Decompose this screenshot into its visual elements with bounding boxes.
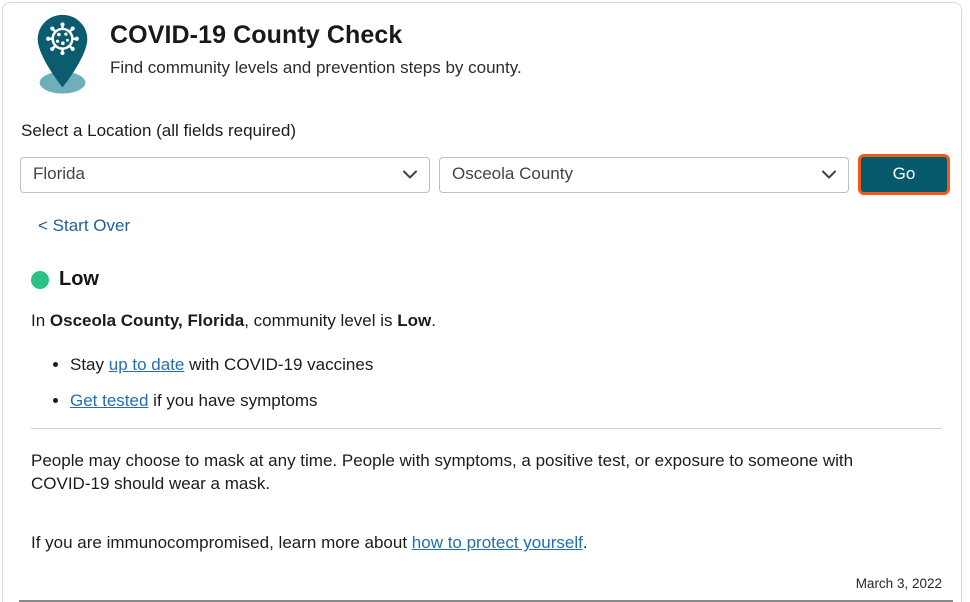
data-date: March 3, 2022: [855, 576, 942, 592]
header: [3, 3, 961, 100]
location-section: [3, 100, 961, 236]
state-select-wrap: [20, 157, 430, 193]
section-divider: [31, 428, 942, 429]
go-button[interactable]: Go: [858, 154, 950, 195]
level-summary: [31, 310, 942, 333]
immunocompromised-paragraph: [31, 532, 911, 555]
county-select[interactable]: [439, 157, 849, 193]
summary-middle: , community level is: [244, 311, 398, 330]
mask-guidance: [31, 450, 942, 555]
title-block: [110, 13, 522, 78]
county-check-card: [2, 2, 962, 602]
start-over-link[interactable]: < Start Over: [38, 216, 131, 235]
bullet-text: with COVID-19 vaccines: [184, 354, 374, 374]
page-subtitle: Find community levels and prevention steps by county.: [110, 58, 522, 77]
state-select[interactable]: [20, 157, 430, 193]
summary-level: Low: [397, 311, 432, 330]
result-section: [3, 236, 961, 591]
level-indicator-dot: [31, 271, 49, 289]
covid-location-pin-icon: [32, 13, 93, 100]
location-label: Select a Location (all fields required): [21, 121, 296, 140]
county-select-wrap: [439, 157, 849, 193]
mask-paragraph: People may choose to mask at any time. People with symptoms, a positive test, or exposure to someone with COVID-19 should wear a mask.: [31, 451, 854, 494]
bullet-text: Stay: [70, 354, 109, 374]
summary-prefix: In: [31, 311, 50, 330]
prevention-list: [31, 354, 942, 412]
up-to-date-link[interactable]: up to date: [108, 354, 185, 374]
summary-suffix: .: [431, 311, 436, 330]
how-to-protect-yourself-link[interactable]: how to protect yourself: [411, 533, 583, 553]
level-label: Low: [59, 268, 99, 290]
get-tested-link[interactable]: Get tested: [70, 391, 149, 411]
summary-location: Osceola County, Florida: [49, 311, 245, 330]
immuno-text: If you are immunocompromised, learn more about: [31, 533, 412, 553]
page-title: COVID-19 County Check: [110, 21, 403, 49]
select-row: [20, 154, 950, 195]
immuno-text: .: [582, 533, 588, 553]
list-item: [70, 354, 942, 375]
list-item: [70, 390, 942, 411]
bullet-text: if you have symptoms: [148, 391, 318, 411]
level-header: [31, 268, 942, 291]
